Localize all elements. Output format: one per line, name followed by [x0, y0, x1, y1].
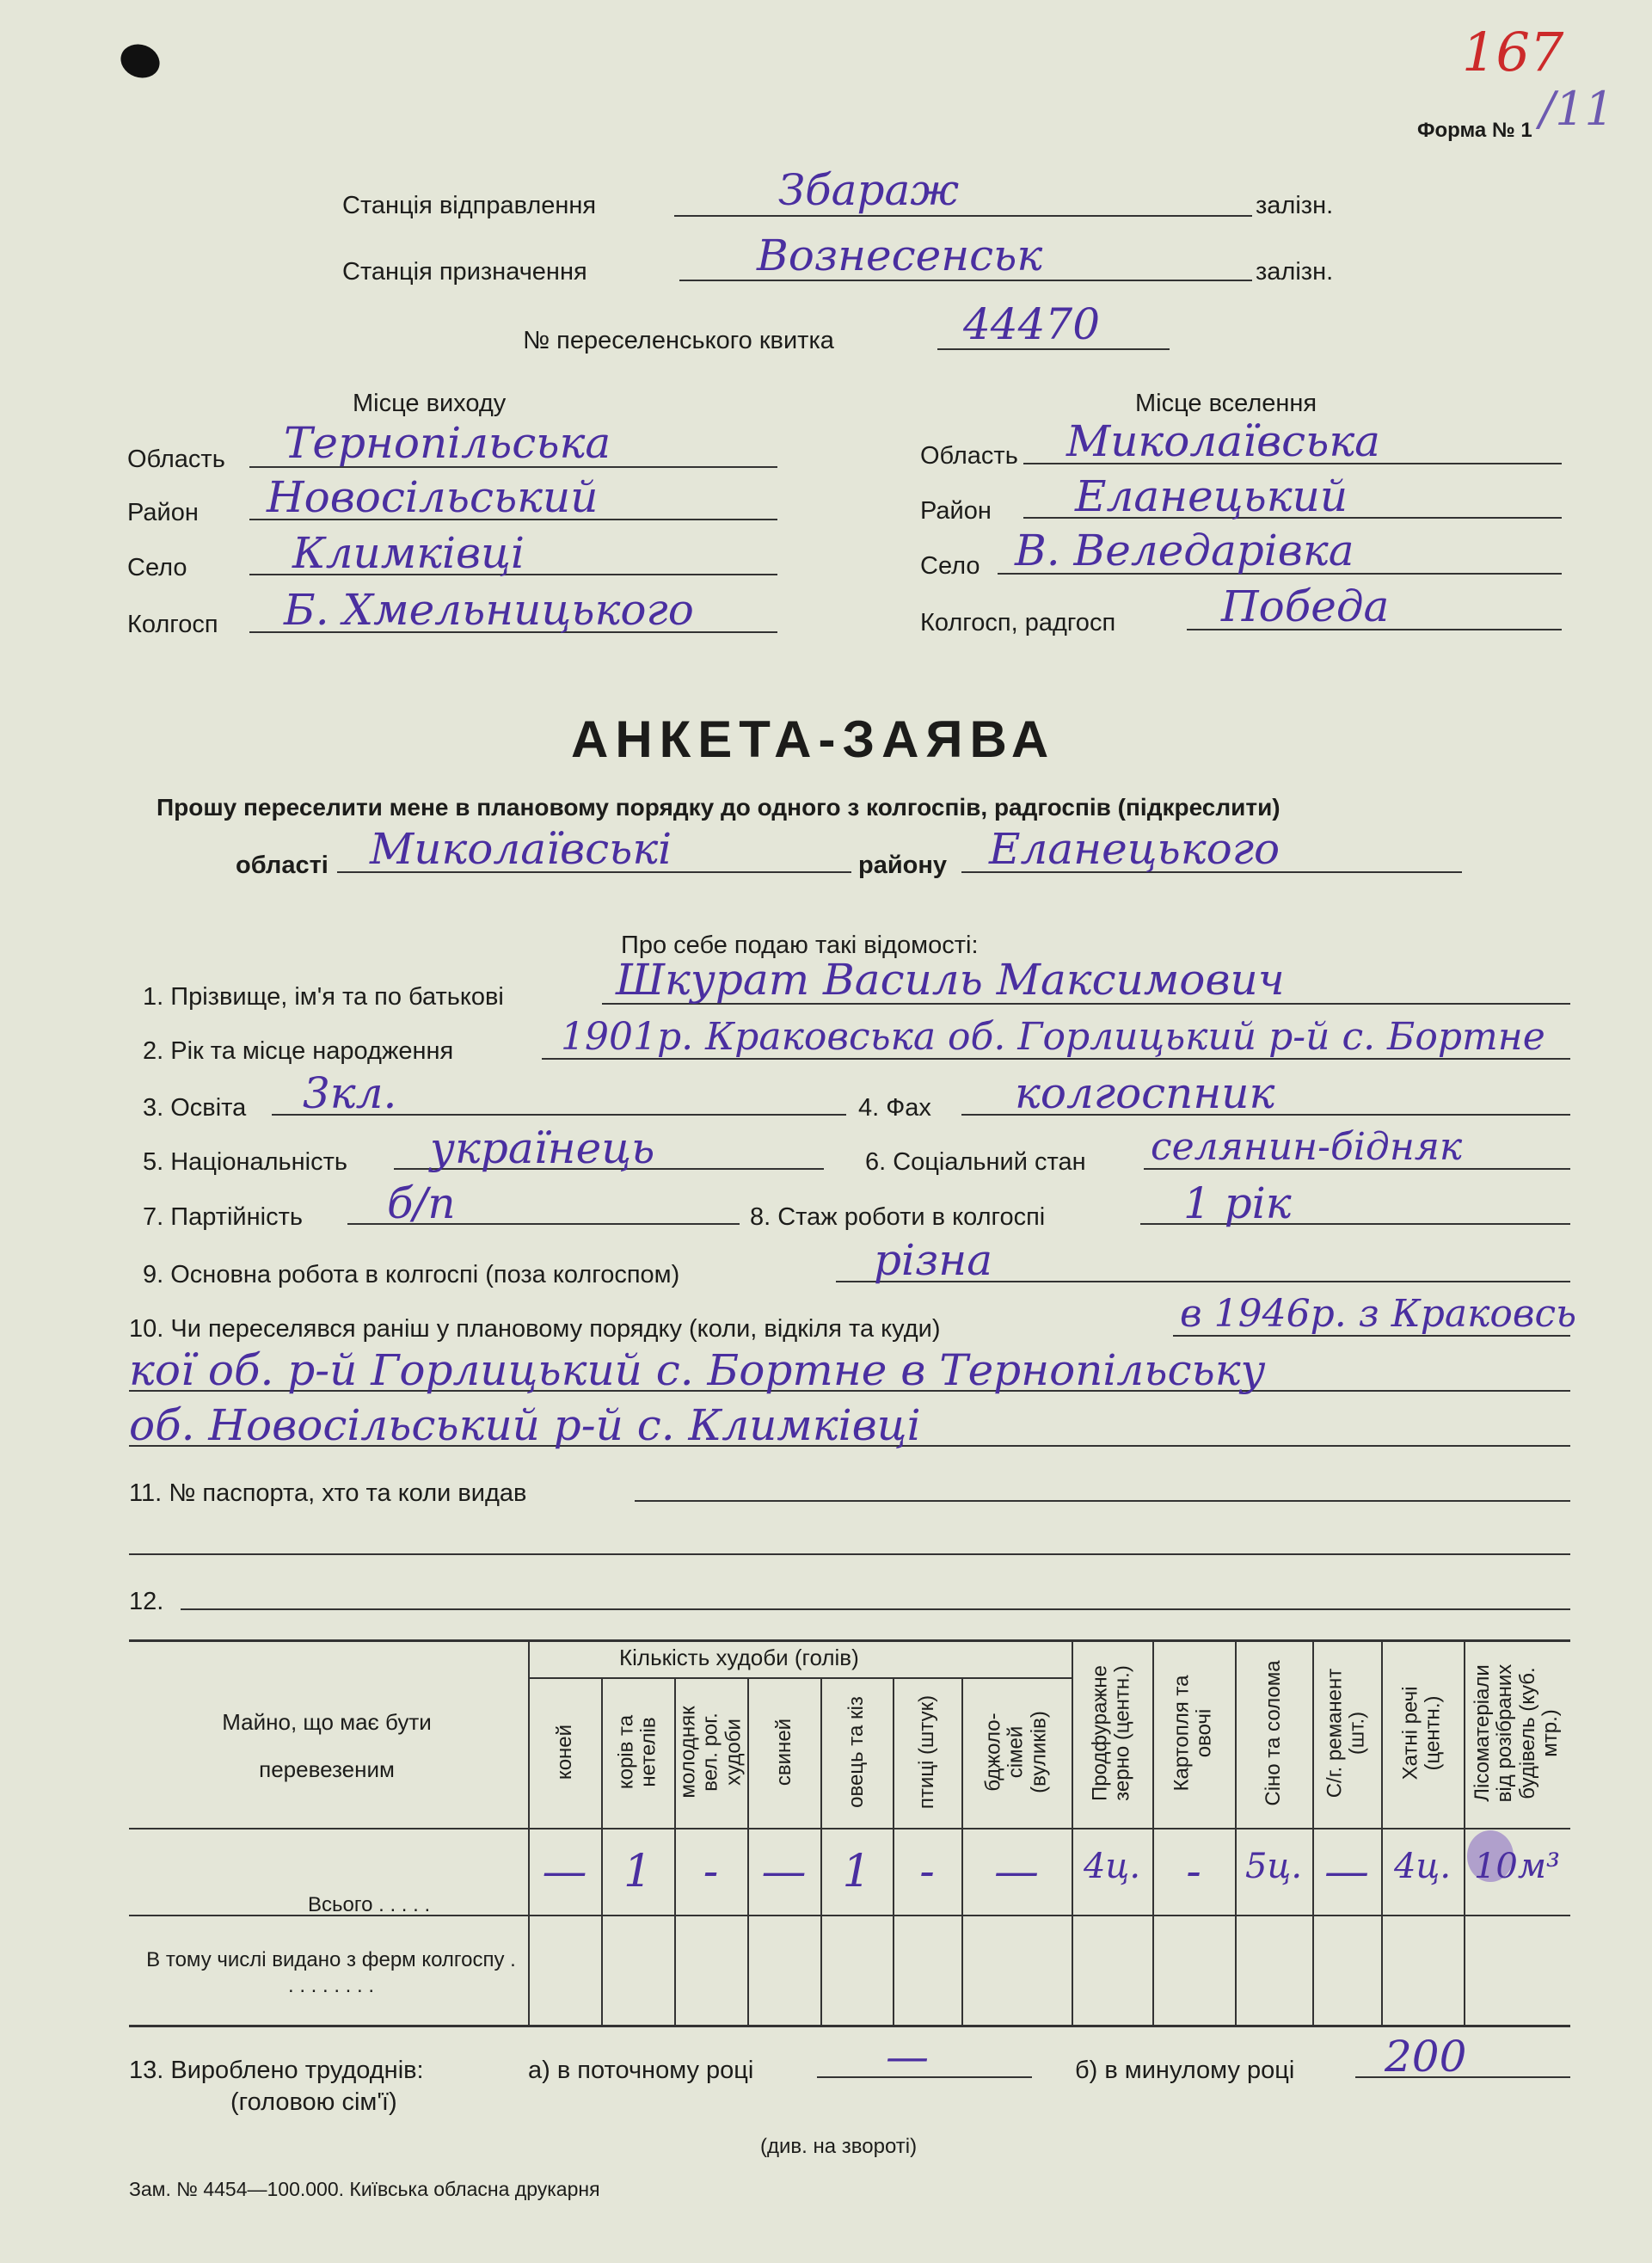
dest-raion-value: Еланецький — [1075, 471, 1348, 521]
dest-kolhosp-label: Колгосп, радгосп — [920, 609, 1116, 636]
form-number: Форма № 1 — [1417, 119, 1532, 142]
field-3-value: 3кл. — [303, 1068, 397, 1118]
field-9-label: 9. Основна робота в колгоспі (поза колгоспом) — [143, 1261, 680, 1288]
table-column-header: Хатні речі (центн.) — [1398, 1686, 1445, 1780]
table-cell-total: - — [1186, 1846, 1201, 1897]
table-cell-total: 1 — [842, 1846, 871, 1897]
table-cell-total: 5ц. — [1244, 1847, 1303, 1886]
table-cell-total: - — [703, 1846, 719, 1897]
table-column-header: Лісоматеріали від розібраних будівель (куб. мтр.) — [1471, 1663, 1563, 1803]
table-cell-total: — — [994, 1846, 1039, 1897]
table-column-divider — [1381, 1639, 1383, 2025]
station-dest-label: Станція призначення — [342, 258, 587, 286]
table-column-divider — [820, 1677, 822, 2025]
corner-mark: 167 — [1462, 21, 1564, 83]
table-cell-total: — — [761, 1846, 807, 1897]
table-cell-total: — — [1324, 1846, 1369, 1897]
field-10-label: 10. Чи переселявся раніш у плановому порядку (коли, відкіля та куди) — [129, 1315, 941, 1343]
table-column-header: овець та кіз — [844, 1696, 868, 1808]
dest-kolhosp-value: Победа — [1221, 581, 1390, 631]
table-column-divider — [893, 1677, 894, 2025]
table-column-header: коней — [552, 1724, 576, 1780]
field-1-value: Шкурат Василь Максимович — [616, 955, 1285, 1005]
field-10-value-3: об. Новосільський р-й с. Климківці — [129, 1400, 921, 1450]
ink-blot — [116, 39, 164, 83]
origin-oblast-label: Область — [127, 446, 225, 473]
table-column-header: С/г. реманент (шт.) — [1323, 1668, 1369, 1799]
field-6-label: 6. Соціальний стан — [865, 1148, 1086, 1176]
field-4-label: 4. Фах — [858, 1094, 931, 1122]
field-4-value: колгоспник — [1015, 1068, 1275, 1118]
table-column-divider — [961, 1677, 963, 2025]
field-10-value-2: кої об. р-й Горлицький с. Бортне в Тернопільську — [129, 1345, 1266, 1395]
request-raion-label: району — [858, 852, 948, 879]
intro-text: Про себе подаю такі відомості: — [621, 932, 979, 959]
workdays-sub: (головою сім'ї) — [230, 2088, 397, 2116]
origin-selo-label: Село — [127, 554, 187, 581]
origin-raion-label: Район — [127, 499, 199, 526]
corner-mark-2: /11 — [1539, 82, 1614, 136]
property-header: Майно, що має бути перевезеним — [222, 1709, 432, 1782]
origin-kolhosp-label: Колгосп — [127, 611, 218, 638]
workdays-previous-label: б) в минулому році — [1075, 2057, 1295, 2084]
field-6-value: селянин-бідняк — [1151, 1125, 1463, 1169]
printer-info: Зам. № 4454—100.000. Київська обласна друкарня — [129, 2178, 600, 2200]
destination-heading: Місце вселення — [1135, 390, 1317, 417]
row-total-label: Всього . . . . . — [308, 1893, 431, 1916]
field-5-label: 5. Національність — [143, 1148, 348, 1176]
livestock-header: Кількість худоби (голів) — [619, 1645, 859, 1670]
field-10-value-1: в 1946р. з Краковсь — [1180, 1292, 1577, 1336]
station-dest-value: Вознесенськ — [757, 231, 1043, 280]
workdays-label: 13. Вироблено трудоднів: — [129, 2057, 424, 2084]
table-column-header: корів та нетелів — [614, 1714, 660, 1790]
field-9-value: різна — [874, 1235, 993, 1285]
dest-oblast-value: Миколаївська — [1066, 416, 1380, 466]
table-column-divider — [528, 1639, 530, 2025]
table-column-header: свиней — [771, 1718, 795, 1786]
field-11-label: 11. № паспорта, хто та коли видав — [129, 1479, 527, 1507]
station-dep-label: Станція відправлення — [342, 192, 597, 219]
field-8-value: 1 рік — [1183, 1178, 1292, 1228]
field-8-label: 8. Стаж роботи в колгоспі — [750, 1203, 1046, 1231]
station-dep-value: Збараж — [778, 165, 960, 215]
station-dep-suffix: залізн. — [1256, 192, 1334, 219]
field-1-label: 1. Прізвище, ім'я та по батькові — [143, 983, 504, 1011]
workdays-previous-value: 200 — [1385, 2032, 1467, 2082]
footer-note: (див. на звороті) — [760, 2135, 918, 2158]
table-column-header: Продфуражне зерно (центн.) — [1088, 1665, 1134, 1801]
table-cell-total: 10м³ — [1473, 1847, 1561, 1886]
table-cell-total: 1 — [623, 1846, 653, 1897]
field-7-value: б/п — [387, 1178, 456, 1228]
table-column-header: бджоло- сімей (вуликів) — [981, 1711, 1051, 1793]
table-cell-total: 4ц. — [1083, 1847, 1141, 1886]
table-column-divider — [1152, 1639, 1154, 2025]
table-cell-total: 4ц. — [1393, 1847, 1452, 1886]
field-3-label: 3. Освіта — [143, 1094, 247, 1122]
request-raion-value: Еланецького — [989, 824, 1280, 874]
request-oblast-value: Миколаївські — [370, 824, 672, 874]
field-5-value: українець — [430, 1123, 655, 1173]
field-2-value: 1901р. Краковська об. Горлицький р-й с. Бортне — [561, 1015, 1545, 1059]
table-column-divider — [747, 1677, 749, 2025]
table-column-header: птиці (штук) — [914, 1694, 938, 1810]
station-dest-suffix: залізн. — [1256, 258, 1334, 286]
row-farm-label: В тому числі видано з ферм колгоспу . . . . . . . . . — [146, 1948, 516, 1997]
workdays-current-value: — — [886, 2032, 929, 2082]
field-12-label: 12. — [129, 1588, 164, 1615]
workdays-current-label: а) в поточному році — [528, 2057, 754, 2084]
field-7-label: 7. Партійність — [143, 1203, 303, 1231]
table-column-header: Сіно та солома — [1261, 1660, 1285, 1806]
field-2-label: 2. Рік та місце народження — [143, 1037, 454, 1065]
request-oblast-label: області — [236, 852, 329, 879]
table-column-divider — [1072, 1639, 1073, 2025]
origin-oblast-value: Тернопільська — [284, 418, 611, 468]
request-line: Прошу переселити мене в плановому порядку до одного з колгоспів, радгоспів (підкреслити) — [157, 794, 1280, 821]
origin-selo-value: Климківці — [292, 528, 525, 578]
table-column-divider — [1464, 1639, 1465, 2025]
table-column-header: Картопля та овочі — [1170, 1675, 1216, 1792]
origin-heading: Місце виходу — [353, 390, 507, 417]
table-cell-total: — — [542, 1846, 587, 1897]
table-column-divider — [1235, 1639, 1237, 2025]
dest-oblast-label: Область — [920, 442, 1018, 470]
table-column-header: молодняк вел. рог. худоби — [675, 1706, 745, 1799]
dest-raion-label: Район — [920, 497, 992, 525]
dest-selo-label: Село — [920, 552, 980, 580]
dest-selo-value: В. Веледарівка — [1015, 526, 1354, 575]
page-title: АНКЕТА-ЗАЯВА — [571, 710, 1056, 768]
table-cell-total: - — [919, 1846, 935, 1897]
ticket-label: № переселенського квитка — [523, 327, 834, 354]
table-column-divider — [601, 1677, 603, 2025]
origin-kolhosp-value: Б. Хмельницького — [284, 585, 694, 635]
origin-raion-value: Новосільський — [267, 472, 599, 522]
table-column-divider — [1312, 1639, 1314, 2025]
ticket-value: 44470 — [963, 299, 1101, 349]
table-top-border — [129, 1639, 1570, 1642]
